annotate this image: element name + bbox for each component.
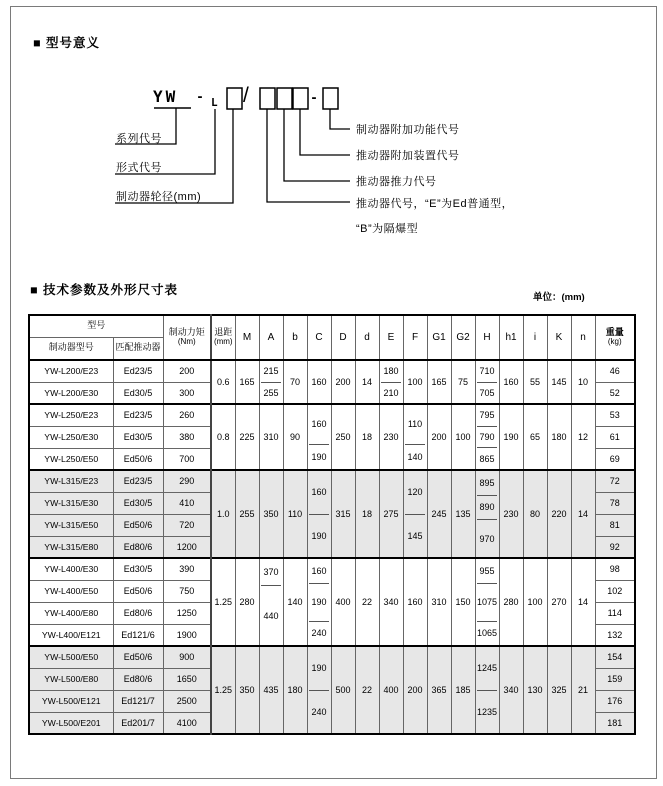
dim-cell-M: 255 bbox=[235, 470, 259, 558]
cell-matching-thruster: Ed50/6 bbox=[113, 646, 163, 668]
cell-torque: 2500 bbox=[163, 690, 211, 712]
cell-brake-model: YW-L315/E80 bbox=[29, 536, 113, 558]
cell-matching-thruster: Ed50/6 bbox=[113, 448, 163, 470]
header-dim-h1: h1 bbox=[499, 315, 523, 360]
dim-cell-b: 90 bbox=[283, 404, 307, 470]
dim-value: 895 bbox=[479, 477, 495, 488]
dim-value: 240 bbox=[311, 628, 327, 639]
cell-matching-thruster: Ed80/6 bbox=[113, 602, 163, 624]
cell-matching-thruster: Ed23/5 bbox=[113, 360, 163, 382]
table-row bbox=[29, 404, 635, 426]
dim-cell-K: 220 bbox=[547, 470, 571, 558]
header-dim-K: K bbox=[547, 315, 571, 360]
dim-cell-E: 230 bbox=[379, 404, 403, 470]
cell-weight: 81 bbox=[595, 514, 635, 536]
unit-label: 单位：(mm) bbox=[533, 292, 585, 303]
dim-cell-b: 140 bbox=[283, 558, 307, 646]
dim-value: 970 bbox=[479, 533, 495, 544]
dim-cell-M: 225 bbox=[235, 404, 259, 470]
dim-cell-A: 350 bbox=[259, 470, 283, 558]
dim-cell-F bbox=[403, 470, 427, 558]
cell-brake-model: YW-L500/E121 bbox=[29, 690, 113, 712]
dim-cell-G2: 135 bbox=[451, 470, 475, 558]
cell-torque: 410 bbox=[163, 492, 211, 514]
dim-cell-M: 280 bbox=[235, 558, 259, 646]
code-box-thruster-attachment bbox=[293, 88, 308, 109]
dim-cell-h1: 280 bbox=[499, 558, 523, 646]
dim-value: 140 bbox=[407, 451, 423, 462]
dim-cell-n: 10 bbox=[571, 360, 595, 404]
cell-brake-model: YW-L250/E30 bbox=[29, 426, 113, 448]
dim-cell-F: 200 bbox=[403, 646, 427, 734]
header-dim-M: M bbox=[235, 315, 259, 360]
dim-cell-G2: 100 bbox=[451, 404, 475, 470]
label-brake-function: 制动器附加功能代号 bbox=[356, 124, 460, 136]
dim-cell-K: 325 bbox=[547, 646, 571, 734]
cell-weight: 181 bbox=[595, 712, 635, 734]
dim-cell-H bbox=[475, 470, 499, 558]
header-dim-E: E bbox=[379, 315, 403, 360]
code-box-thruster-code bbox=[260, 88, 275, 109]
cell-matching-thruster: Ed80/6 bbox=[113, 536, 163, 558]
dim-cell-M: 165 bbox=[235, 360, 259, 404]
dim-value: 190 bbox=[311, 663, 327, 674]
formula-dash: - bbox=[197, 88, 203, 105]
dim-value: 370 bbox=[263, 567, 279, 578]
cell-matching-thruster: Ed80/6 bbox=[113, 668, 163, 690]
cell-weight: 69 bbox=[595, 448, 635, 470]
section-title-spec-table: ■ 技术参数及外形尺寸表 bbox=[30, 283, 179, 297]
dim-value: 215 bbox=[263, 366, 279, 377]
dim-value: 890 bbox=[479, 502, 495, 513]
dim-value: 955 bbox=[479, 565, 495, 576]
dim-cell-i: 130 bbox=[523, 646, 547, 734]
dim-cell-A: 435 bbox=[259, 646, 283, 734]
cell-torque: 300 bbox=[163, 382, 211, 404]
dim-cell-b: 110 bbox=[283, 470, 307, 558]
dim-cell-C bbox=[307, 646, 331, 734]
dim-cell-H bbox=[475, 404, 499, 470]
formula-form-code: L bbox=[211, 96, 218, 109]
dim-cell-n: 14 bbox=[571, 558, 595, 646]
dim-cell-H bbox=[475, 360, 499, 404]
dim-value: 190 bbox=[311, 597, 327, 607]
cell-brake-model: YW-L400/E30 bbox=[29, 558, 113, 580]
dim-value: 160 bbox=[311, 565, 327, 576]
dim-cell-n: 12 bbox=[571, 404, 595, 470]
cell-brake-model: YW-L500/E50 bbox=[29, 646, 113, 668]
table-row bbox=[29, 360, 635, 382]
dim-cell-n: 14 bbox=[571, 470, 595, 558]
dim-value: 790 bbox=[479, 432, 495, 442]
cell-torque: 1900 bbox=[163, 624, 211, 646]
table-body bbox=[29, 360, 635, 734]
dim-cell-i: 65 bbox=[523, 404, 547, 470]
dim-cell-E: 275 bbox=[379, 470, 403, 558]
cell-torque: 900 bbox=[163, 646, 211, 668]
dim-cell-h1: 230 bbox=[499, 470, 523, 558]
dim-cell-d: 22 bbox=[355, 558, 379, 646]
dim-cell-D: 250 bbox=[331, 404, 355, 470]
cell-weight: 72 bbox=[595, 470, 635, 492]
label-form-code: 形式代号 bbox=[116, 162, 162, 174]
dim-cell-D: 200 bbox=[331, 360, 355, 404]
dim-cell-C: 160 bbox=[307, 360, 331, 404]
dim-value: 1075 bbox=[477, 597, 498, 607]
dim-cell-back-gap: 1.25 bbox=[211, 558, 235, 646]
cell-weight: 61 bbox=[595, 426, 635, 448]
dim-cell-A: 310 bbox=[259, 404, 283, 470]
cell-weight: 176 bbox=[595, 690, 635, 712]
header-brake-model: 制动器型号 bbox=[29, 337, 113, 360]
dim-cell-K: 270 bbox=[547, 558, 571, 646]
dim-cell-E: 400 bbox=[379, 646, 403, 734]
cell-weight: 78 bbox=[595, 492, 635, 514]
cell-torque: 290 bbox=[163, 470, 211, 492]
dim-cell-C bbox=[307, 558, 331, 646]
dim-cell-h1: 340 bbox=[499, 646, 523, 734]
cell-brake-model: YW-L250/E23 bbox=[29, 404, 113, 426]
spec-table-grid bbox=[28, 314, 636, 735]
dim-value: 120 bbox=[407, 487, 423, 498]
table-header bbox=[29, 315, 635, 360]
header-dim-H: H bbox=[475, 315, 499, 360]
cell-matching-thruster: Ed201/7 bbox=[113, 712, 163, 734]
dim-cell-i: 100 bbox=[523, 558, 547, 646]
dim-cell-b: 180 bbox=[283, 646, 307, 734]
dim-cell-A bbox=[259, 360, 283, 404]
code-box-wheel-diameter bbox=[227, 88, 242, 109]
dim-value: 710 bbox=[479, 366, 495, 377]
dim-value: 440 bbox=[263, 610, 279, 621]
dim-value: 1065 bbox=[477, 628, 498, 639]
cell-matching-thruster: Ed50/6 bbox=[113, 514, 163, 536]
dim-cell-H bbox=[475, 646, 499, 734]
dim-cell-i: 80 bbox=[523, 470, 547, 558]
label-wheel-diameter: 制动器轮径(mm) bbox=[116, 191, 202, 203]
cell-brake-model: YW-L500/E201 bbox=[29, 712, 113, 734]
cell-brake-model: YW-L200/E23 bbox=[29, 360, 113, 382]
formula-slash: / bbox=[243, 84, 249, 107]
cell-weight: 159 bbox=[595, 668, 635, 690]
cell-torque: 200 bbox=[163, 360, 211, 382]
cell-brake-model: YW-L315/E23 bbox=[29, 470, 113, 492]
dim-value: 160 bbox=[311, 419, 327, 430]
cell-matching-thruster: Ed30/5 bbox=[113, 492, 163, 514]
dim-cell-D: 315 bbox=[331, 470, 355, 558]
cell-matching-thruster: Ed23/5 bbox=[113, 404, 163, 426]
dim-cell-G1: 245 bbox=[427, 470, 451, 558]
header-weight bbox=[595, 315, 635, 360]
cell-weight: 46 bbox=[595, 360, 635, 382]
line-brake-function bbox=[330, 109, 350, 129]
cell-torque: 1650 bbox=[163, 668, 211, 690]
cell-weight: 98 bbox=[595, 558, 635, 580]
header-back-gap bbox=[211, 315, 235, 360]
dim-value: 865 bbox=[479, 453, 495, 464]
cell-weight: 92 bbox=[595, 536, 635, 558]
dim-cell-G1: 365 bbox=[427, 646, 451, 734]
header-dim-G1: G1 bbox=[427, 315, 451, 360]
dim-cell-K: 180 bbox=[547, 404, 571, 470]
cell-brake-model: YW-L315/E30 bbox=[29, 492, 113, 514]
cell-matching-thruster: Ed121/6 bbox=[113, 624, 163, 646]
table-row bbox=[29, 558, 635, 580]
dim-cell-E: 340 bbox=[379, 558, 403, 646]
cell-weight: 102 bbox=[595, 580, 635, 602]
dim-cell-E bbox=[379, 360, 403, 404]
cell-torque: 1250 bbox=[163, 602, 211, 624]
cell-brake-model: YW-L315/E50 bbox=[29, 514, 113, 536]
code-box-brake-function bbox=[323, 88, 338, 109]
header-torque-line2: (Nm) bbox=[177, 337, 196, 347]
cell-matching-thruster: Ed50/6 bbox=[113, 580, 163, 602]
cell-torque: 750 bbox=[163, 580, 211, 602]
dim-cell-d: 22 bbox=[355, 646, 379, 734]
dim-value: 1235 bbox=[477, 706, 498, 717]
line-thruster-attachment bbox=[300, 109, 350, 155]
cell-matching-thruster: Ed23/5 bbox=[113, 470, 163, 492]
cell-matching-thruster: Ed30/5 bbox=[113, 382, 163, 404]
dim-value: 145 bbox=[407, 530, 423, 541]
cell-weight: 52 bbox=[595, 382, 635, 404]
header-matching-thruster: 匹配推动器 bbox=[113, 337, 163, 360]
cell-brake-model: YW-L400/E80 bbox=[29, 602, 113, 624]
header-dim-b: b bbox=[283, 315, 307, 360]
dim-cell-h1: 160 bbox=[499, 360, 523, 404]
formula-series-code: YW bbox=[153, 87, 179, 106]
cell-weight: 132 bbox=[595, 624, 635, 646]
header-dim-D: D bbox=[331, 315, 355, 360]
dim-cell-G1: 200 bbox=[427, 404, 451, 470]
dim-cell-H bbox=[475, 558, 499, 646]
header-weight-line2: (kg) bbox=[607, 337, 622, 347]
dim-value: 190 bbox=[311, 451, 327, 462]
dim-value: 110 bbox=[407, 419, 423, 430]
header-weight-line1: 重量 bbox=[605, 327, 624, 338]
formula-dash-2: - bbox=[311, 89, 317, 106]
spec-table bbox=[28, 314, 636, 735]
dim-value: 160 bbox=[311, 487, 327, 498]
cell-brake-model: YW-L400/E50 bbox=[29, 580, 113, 602]
cell-brake-model: YW-L200/E30 bbox=[29, 382, 113, 404]
dim-cell-C bbox=[307, 470, 331, 558]
label-series-code: 系列代号 bbox=[116, 133, 162, 145]
cell-brake-model: YW-L250/E50 bbox=[29, 448, 113, 470]
dim-value: 795 bbox=[479, 410, 495, 421]
label-thruster-attachment: 推动器附加装置代号 bbox=[356, 150, 460, 162]
dim-cell-G1: 310 bbox=[427, 558, 451, 646]
dim-cell-D: 400 bbox=[331, 558, 355, 646]
table-row bbox=[29, 646, 635, 668]
line-thruster-force bbox=[284, 109, 350, 181]
cell-torque: 4100 bbox=[163, 712, 211, 734]
dim-cell-F: 100 bbox=[403, 360, 427, 404]
label-thruster-force: 推动器推力代号 bbox=[356, 176, 437, 188]
dim-cell-A bbox=[259, 558, 283, 646]
dim-cell-K: 145 bbox=[547, 360, 571, 404]
dim-cell-back-gap: 0.6 bbox=[211, 360, 235, 404]
header-torque bbox=[163, 315, 211, 360]
dim-cell-i: 55 bbox=[523, 360, 547, 404]
cell-torque: 260 bbox=[163, 404, 211, 426]
dim-cell-d: 18 bbox=[355, 404, 379, 470]
dim-cell-G2: 75 bbox=[451, 360, 475, 404]
dim-value: 255 bbox=[263, 387, 279, 398]
dim-cell-G1: 165 bbox=[427, 360, 451, 404]
dim-cell-D: 500 bbox=[331, 646, 355, 734]
header-dim-C: C bbox=[307, 315, 331, 360]
dim-cell-back-gap: 0.8 bbox=[211, 404, 235, 470]
header-model-group: 型号 bbox=[29, 315, 163, 337]
label-thruster-code-line1: 推动器代号，“E”为Ed普通型， bbox=[356, 198, 514, 210]
dim-cell-d: 18 bbox=[355, 470, 379, 558]
section-title-model-meaning: ■ 型号意义 bbox=[33, 36, 101, 50]
header-dim-i: i bbox=[523, 315, 547, 360]
cell-torque: 390 bbox=[163, 558, 211, 580]
model-code-diagram bbox=[0, 0, 663, 270]
cell-torque: 1200 bbox=[163, 536, 211, 558]
dim-cell-back-gap: 1.25 bbox=[211, 646, 235, 734]
dim-value: 1245 bbox=[477, 663, 498, 674]
dim-cell-C bbox=[307, 404, 331, 470]
dim-value: 240 bbox=[311, 706, 327, 717]
dim-cell-M: 350 bbox=[235, 646, 259, 734]
header-dim-G2: G2 bbox=[451, 315, 475, 360]
dim-value: 190 bbox=[311, 530, 327, 541]
cell-matching-thruster: Ed30/5 bbox=[113, 426, 163, 448]
dim-value: 705 bbox=[479, 387, 495, 398]
cell-weight: 114 bbox=[595, 602, 635, 624]
dim-value: 180 bbox=[383, 366, 399, 377]
header-torque-line1: 制动力矩 bbox=[168, 327, 205, 338]
cell-brake-model: YW-L500/E80 bbox=[29, 668, 113, 690]
dim-cell-d: 14 bbox=[355, 360, 379, 404]
header-dim-d: d bbox=[355, 315, 379, 360]
cell-weight: 154 bbox=[595, 646, 635, 668]
code-box-thruster-force bbox=[277, 88, 292, 109]
cell-torque: 380 bbox=[163, 426, 211, 448]
header-dim-F: F bbox=[403, 315, 427, 360]
header-back-gap-line1: 退距 bbox=[214, 327, 233, 338]
cell-matching-thruster: Ed30/5 bbox=[113, 558, 163, 580]
dim-cell-b: 70 bbox=[283, 360, 307, 404]
header-dim-A: A bbox=[259, 315, 283, 360]
dim-cell-F: 160 bbox=[403, 558, 427, 646]
dim-cell-F bbox=[403, 404, 427, 470]
dim-cell-G2: 185 bbox=[451, 646, 475, 734]
dim-value: 210 bbox=[383, 387, 399, 398]
dim-cell-n: 21 bbox=[571, 646, 595, 734]
dim-cell-h1: 190 bbox=[499, 404, 523, 470]
cell-torque: 700 bbox=[163, 448, 211, 470]
cell-matching-thruster: Ed121/7 bbox=[113, 690, 163, 712]
table-row bbox=[29, 470, 635, 492]
cell-torque: 720 bbox=[163, 514, 211, 536]
cell-brake-model: YW-L400/E121 bbox=[29, 624, 113, 646]
dim-cell-back-gap: 1.0 bbox=[211, 470, 235, 558]
cell-weight: 53 bbox=[595, 404, 635, 426]
header-back-gap-line2: (mm) bbox=[213, 337, 233, 347]
header-dim-n: n bbox=[571, 315, 595, 360]
dim-cell-G2: 150 bbox=[451, 558, 475, 646]
label-thruster-code-line2: “B”为隔爆型 bbox=[356, 223, 419, 235]
